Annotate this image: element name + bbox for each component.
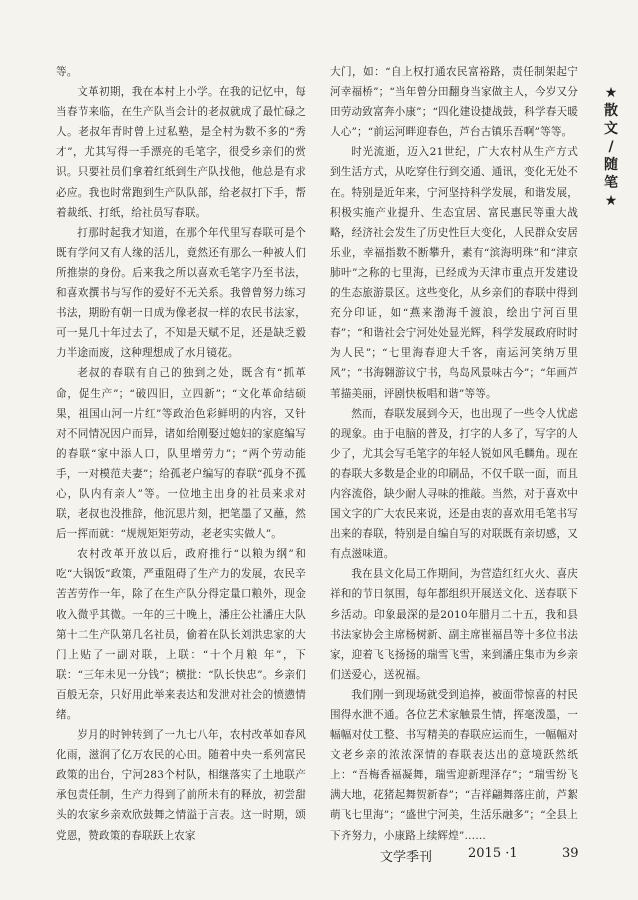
section-char: 文	[604, 121, 618, 137]
section-char: 散	[604, 103, 618, 119]
paragraph: 然而，春联发展到今天，也出现了一些令人忧虑的现象。由于电脑的普及，打字的人多了，写字的人少了，尤其会写毛笔字的年轻人锐如风毛麟角。现在的春联大多数是企业的印刷品，不仅千联一面，而且内容流俗，缺少耐人寻味的推敲。当然，对于喜欢中国文字的广大农民来说，还是由衷的喜欢用毛笔书写出来的春联，特别是自编自写的对联既有亲切感，又有点滋味道。	[330, 407, 578, 561]
paragraph: 我在县文化局工作期间，为营造红红火火、喜庆祥和的节日氛围，每年都组织开展送文化、送春联下乡活动。印象最深的是2010年腊月二十五，我和县书法家协会主席杨树新、副主席崔福昌等十多位书法家，迎着飞飞扬扬的瑞雪飞雪，来到潘庄集市为乡亲们送爱心，送祝福。	[330, 568, 578, 681]
page-number: 39	[562, 846, 579, 861]
star-icon: ★	[604, 193, 618, 209]
section-char: /	[608, 139, 614, 155]
paragraph: 老叔的春联有自己的独到之处，既含有“抓革命，促生产”；“破四旧，立四新”；“文化革命结硕果，祖国山河一片红”等政治色彩鲜明的内容，又针对不同情况因户而异，诸如给刚娶过媳妇的家庭编写的春联“家中添人口，队里增劳力”；“两个劳动能手，一对模范夫妻”；给孤老户编写的春联“孤身不孤心，队内有亲人”等。一位地主出身的社员来求对联，老叔也没推辞，他沉思片刻，把笔墨了又蘸，然后一挥而就：“规规矩矩劳动，老老实实做人”。	[56, 367, 306, 541]
star-icon: ★	[604, 85, 618, 101]
paragraph: 我们刚一到现场就受到追捧，被面带惊喜的村民围得水泄不通。各位艺术家触景生情，挥毫泼墨，一幅幅对仗工整、书写精美的春联应运而生，一幅幅对文老乡亲的浓浓深情的春联表达出的意境跃然纸上：“吾梅香福凝舞，瑞雪迎新理泽存”；“瑞雪纷飞满大地，花猪起舞贺新春”；“吉祥翩舞落庄前，芦絮萌飞七里海”；“盛世宁河美，生活乐融多”；“全县上下齐努力，小康路上续辉煌”……	[330, 688, 578, 842]
journal-name: 文学季刊	[380, 850, 433, 865]
section-char: 随	[604, 157, 618, 173]
right-column	[330, 62, 578, 846]
paragraph: 等。	[56, 66, 78, 78]
section-char: 笔	[604, 175, 618, 191]
paragraph: 大门，如：“自上权打通农民富裕路，责任制架起宁河幸福桥”；“当年曾分田翻身当家做主人，今岁又分田劳动致富奔小康”；“四化建设捷战鼓，科学春天暖人心”；“前运河畔迎春色，芦台古镇乐吾啊”等等。	[330, 66, 578, 139]
paragraph: 时光流逝，迈入21世纪，广大农村从生产方式到生活方式，从吃穿住行到交通、通讯，变化无处不在。特别是近年来，宁河坚持科学发展，和谐发展，积极实施产业提升、生态宜居、富民惠民等重大战略，经济社会发生了历史性巨大变化，人民群众安居乐业，幸福指数不断攀升，素有“滨海明珠”和“津京肺叶”之称的七里海，已经成为天津市重点开发建设的生态旅游景区。这些变化，从乡亲们的春联中得到充分印证，如“燕来渤海千渡浪，绘出宁河百里春”；“和谐社会宁河处处显光辉，科学发展政府时时为人民”；“七里海春迎大千客，南运河笑纳万里风”；“书海翱游议宁书，鸟岛风景味古今”；“年画芦苇描美丽，评剧快板唱和谐”等等。	[330, 146, 578, 400]
issue-number: 2015 ·1	[468, 846, 518, 861]
paragraph: 文革初期，我在本村上小学。在我的记忆中，每当春节来临，在生产队当会计的老叔就成了最忙碌之人。老叔年青时曾上过私塾，是全村为数不多的“秀才”，尤其写得一手漂亮的毛笔字，很受乡亲们的赏识。只要社员们拿着红纸到生产队找他，他总是有求必应。我也时常跑到生产队队部，给老叔打下手，帮着裁纸、打纸，给社员写春联。	[56, 86, 306, 219]
paragraph: 岁月的时钟转到了一九七八年，农村改革如春风化雨，滋润了亿万农民的心田。随着中央一系列富民政策的出台，宁河283个村队，相继落实了土地联产承包责任制，生产力得到了前所未有的释放，初尝甜头的农家乡亲欢欣鼓舞之情溢于言表。这一时期，颂党恩，赞政策的春联跃上农家	[56, 729, 306, 842]
paragraph: 农村改革开放以后，政府推行“以粮为纲”和吃“大锅饭”政策，严重阻碍了生产力的发展，农民辛苦苦劳作一年，除了在生产队分得定量口粮外，现金收入微乎其微。一年的三十晚上，潘庄公社潘庄大队第十二生产队第几名社员，偷着在队长刘洪忠家的大门上贴了一副对联，上联：“十个月粮 年”，下联：“三年未见一分钱”；横批：“队长快忠”。乡亲们百般无奈，只好用此举来表达和发泄对社会的愤懑情绪。	[56, 548, 306, 721]
section-tag	[597, 84, 625, 210]
left-column	[56, 62, 306, 846]
paragraph: 打那时起我才知道，在那个年代里写春联可是个既有学问又有人缘的活儿，竟然还有那么一种被人们所推崇的身份。后来我之所以喜欢毛笔字乃至书法，和喜欢撰书与写作的爱好不无关系。我曾曾努力练习书法，期盼有朝一日成为像老叔一样的农民书法家，可一晃几十年过去了，不知是天赋不足，还是缺乏毅力半途而废，这种理想成了水月镜花。	[56, 226, 306, 360]
page-footer	[0, 846, 638, 866]
